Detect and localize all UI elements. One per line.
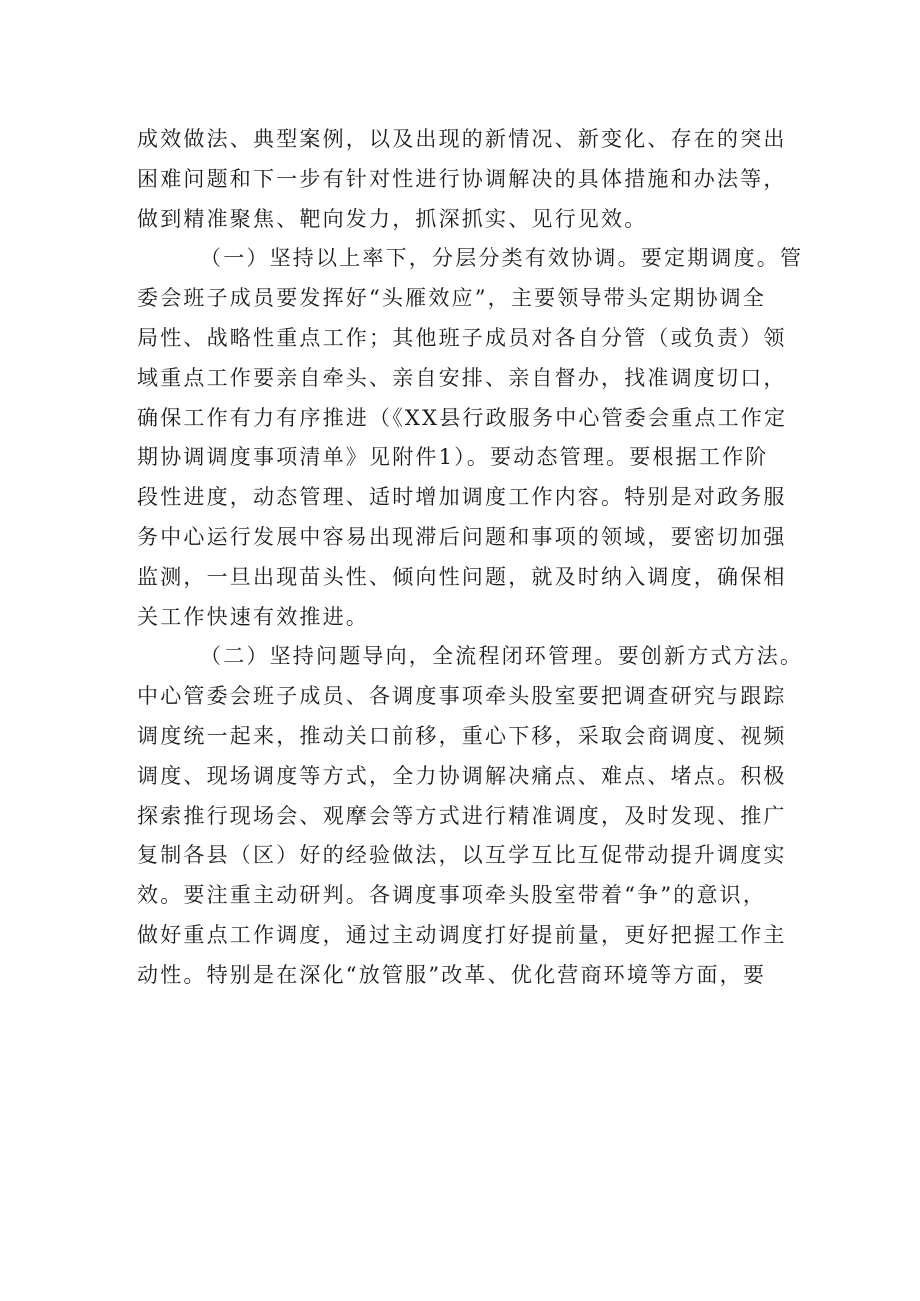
text-line: 做好重点工作调度，通过主动调度打好提前量，更好把握工作主 — [137, 922, 787, 947]
paragraph-intro-continuation — [137, 120, 837, 239]
text-line: 监测，一旦出现苗头性、倾向性问题，就及时纳入调度，确保相 — [137, 564, 787, 589]
text-line: 关工作快速有效推进。 — [137, 604, 369, 629]
text-line: 确保工作有力有序推进（《XX县行政服务中心管委会重点工作定 — [137, 405, 788, 430]
text-line: 动性。特别是在深化“放管服”改革、优化营商环境等方面，要 — [137, 962, 767, 987]
text-line: 探索推行现场会、观摩会等方式进行精准调度，及时发现、推广 — [137, 803, 787, 828]
text-line: 调度、现场调度等方式，全力协调解决痛点、难点、堵点。积极 — [137, 763, 787, 788]
text-line: 做到精准聚焦、靶向发力，抓深抓实、见行见效。 — [137, 206, 648, 231]
text-line: 局性、战略性重点工作；其他班子成员对各自分管（或负责）领 — [137, 325, 787, 350]
text-line: 务中心运行发展中容易出现滞后问题和事项的领域，要密切加强 — [137, 524, 787, 549]
text-line: 域重点工作要亲自牵头、亲自安排、亲自督办，找准调度切口， — [137, 365, 787, 390]
document-body — [137, 120, 837, 996]
paragraph-section-1 — [137, 239, 837, 637]
text-line: 段性进度，动态管理、适时增加调度工作内容。特别是对政务服 — [137, 485, 787, 510]
text-line: 成效做法、典型案例，以及出现的新情况、新变化、存在的突出 — [137, 127, 787, 151]
text-line: 期协调调度事项清单》见附件1）。要动态管理。要根据工作阶 — [137, 445, 769, 470]
text-line: 困难问题和下一步有针对性进行协调解决的具体措施和办法等， — [137, 166, 787, 191]
text-line: 委会班子成员要发挥好“头雁效应”，主要领导带头定期协调全 — [137, 286, 767, 311]
text-line: 中心管委会班子成员、各调度事项牵头股室要把调查研究与跟踪 — [137, 684, 787, 709]
section-heading-line: （一）坚持以上率下，分层分类有效协调。要定期调度。管 — [200, 246, 804, 271]
paragraph-section-2 — [137, 637, 837, 995]
text-line: 调度统一起来，推动关口前移，重心下移，采取会商调度、视频 — [137, 723, 787, 748]
text-line: 复制各县（区）好的经验做法，以互学互比互促带动提升调度实 — [137, 843, 787, 868]
text-line: 效。要注重主动研判。各调度事项牵头股室带着“争”的意识， — [137, 883, 767, 908]
section-heading-line: （二）坚持问题导向，全流程闭环管理。要创新方式方法。 — [200, 644, 804, 669]
